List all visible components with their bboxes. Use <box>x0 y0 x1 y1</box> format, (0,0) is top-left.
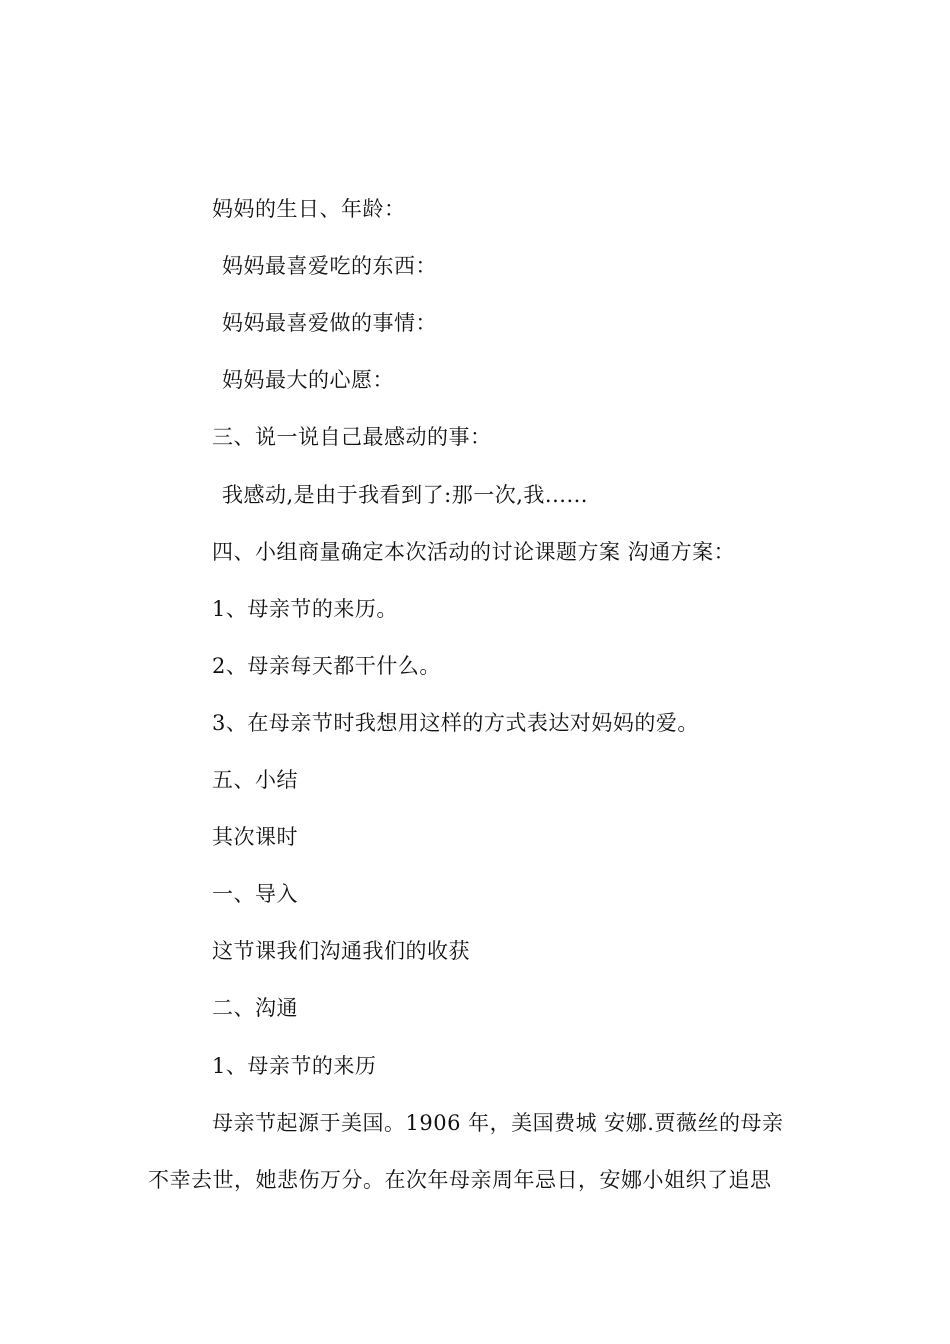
list-item-history: 1、母亲节的来历。 <box>212 597 398 621</box>
section-heading-group-discussion: 四、小组商量确定本次活动的讨论课题方案 沟通方案： <box>212 540 736 564</box>
lesson-heading-second: 其次课时 <box>212 825 298 849</box>
section-heading-touching-story: 三、说一说自己最感动的事： <box>212 425 492 449</box>
text-line-mother-birthday: 妈妈的生日、年龄： <box>212 197 406 221</box>
list-item-daily-work: 2、母亲每天都干什么。 <box>212 654 441 678</box>
list-item-express-love: 3、在母亲节时我想用这样的方式表达对妈妈的爱。 <box>212 711 699 735</box>
text-line-mother-favorite-activity: 妈妈最喜爱做的事情： <box>222 311 437 335</box>
section-heading-exchange: 二、沟通 <box>212 996 298 1020</box>
text-line-touching-story: 我感动,是由于我看到了:那一次,我...... <box>222 483 588 507</box>
paragraph-line-2: 不幸去世，她悲伤万分。在次年母亲周年忌日，安娜小姐织了追思 <box>148 1168 772 1192</box>
text-line-introduction: 这节课我们沟通我们的收获 <box>212 939 470 963</box>
paragraph-line-1: 母亲节起源于美国。1906 年，美国费城 安娜.贾薇丝的母亲 <box>212 1111 784 1135</box>
section-heading-summary: 五、小结 <box>212 768 298 792</box>
text-line-mother-favorite-food: 妈妈最喜爱吃的东西： <box>222 254 437 278</box>
text-line-mother-wish: 妈妈最大的心愿： <box>222 368 394 392</box>
subheading-history: 1、母亲节的来历 <box>212 1054 377 1078</box>
section-heading-introduction: 一、导入 <box>212 882 298 906</box>
